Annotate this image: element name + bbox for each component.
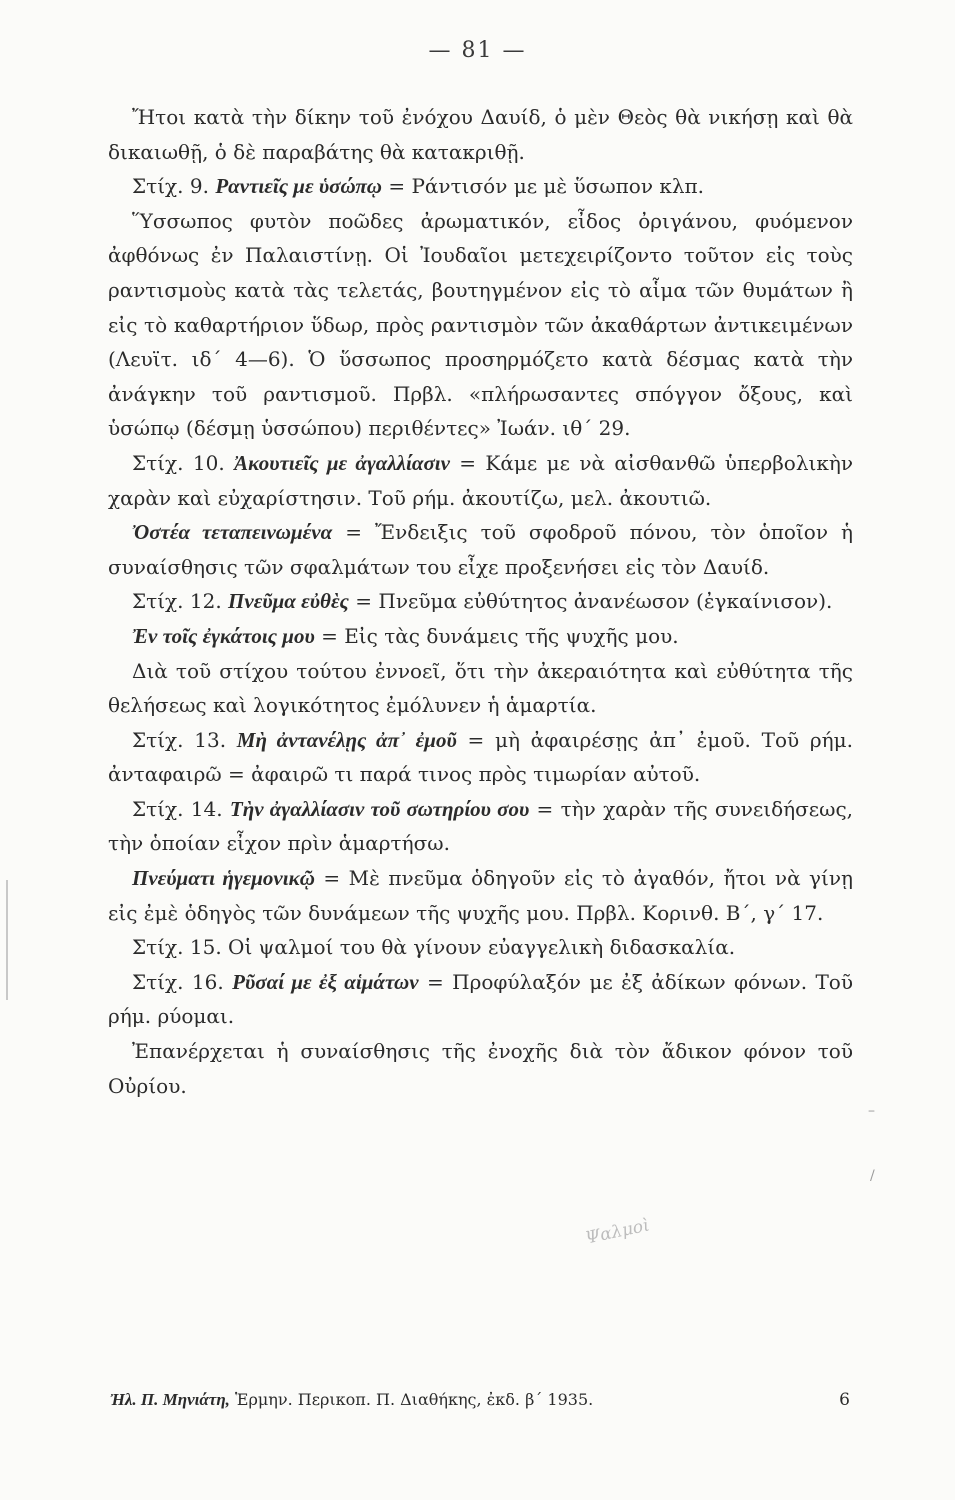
signature-mark: 6 — [839, 1390, 850, 1410]
paragraph-text: Διὰ τοῦ στίχου τούτου ἐννοεῖ, ὅτι τὴν ἀκεραιότητα καὶ εὐθύτητα τῆς θελήσεως καὶ λογικότητος ἐμόλυνεν ἡ ἁμαρτία. — [108, 658, 853, 718]
paragraph-text: Στίχ. 10. — [132, 450, 235, 475]
footer-author: Ἠλ. Π. Μηνιάτη, — [110, 1390, 230, 1409]
paragraph — [108, 515, 853, 584]
paragraph-text: Στίχ. 9. — [132, 174, 216, 199]
paragraph — [108, 100, 853, 169]
paragraph — [108, 1034, 853, 1103]
paragraph-text: = Ράντισόν με μὲ ὕσωπον κλπ. — [382, 174, 705, 199]
lemma-term: Πνεῦμα εὐθὲς — [228, 589, 349, 614]
paragraph-text: = Μὲ πνεῦμα ὁδηγοῦν εἰς τὸ ἀγαθόν, ἤτοι νὰ γίνῃ εἰς ἐμὲ ὁδηγὸς τῶν δυνάμεων τῆς ψυχῆς μου. Πρβλ. Κορινθ. Β΄, γ΄ 17. — [108, 866, 853, 925]
paragraph-text: = τὴν χαρὰν τῆς συνειδήσεως, τὴν ὁποίαν εἶχον πρὶν ἁμαρτήσω. — [108, 796, 854, 856]
page-number: — 81 — — [428, 38, 527, 63]
paragraph — [108, 930, 853, 965]
paragraph — [108, 723, 853, 792]
paragraph-text: Στίχ. 13. — [132, 727, 237, 752]
paragraph-text: Ἤτοι κατὰ τὴν δίκην τοῦ ἐνόχου Δαυίδ, ὁ μὲν Θεὸς θὰ νικήσῃ καὶ θὰ δικαιωθῇ, ὁ δὲ παραβάτης θὰ κατακριθῇ. — [108, 105, 853, 164]
paragraph-text: Ὕσσωπος φυτὸν ποῶδες ἀρωματικόν, εἶδος ὀριγάνου, φυόμενον ἀφθόνως ἐν Παλαιστίνῃ. Οἱ Ἰουδαῖοι μετεχειρίζοντο τοῦτον εἰς τοὺς ραντισμοὺς κατὰ τὰς τελετάς, βουτηγμένον εἰς τὸ αἷμα τῶν θυμάτων ἢ εἰς τὸ καθαρτήριον ὕδωρ, πρὸς ραντισμὸν τῶν ἀκαθάρτων ἀντικειμένων (Λευϊτ. ιδ΄ 4—6). Ὁ ὕσσωπος προσηρμόζετο κατὰ δέσμας κατὰ τὴν ἀνάγκην τοῦ ραντισμοῦ. Πρβλ. «πλήρωσαντες σπόγγον ὄξους, καὶ ὑσώπῳ (δέσμῃ ὑσσώπου) περιθέντες» Ἰωάν. ιθ΄ 29. — [108, 208, 853, 441]
paragraph-text: Στίχ. 14. — [132, 796, 230, 821]
paragraph — [108, 654, 853, 723]
lemma-term: Τὴν ἀγαλλίασιν τοῦ σωτηρίου σου — [229, 796, 530, 821]
paragraph — [108, 169, 853, 204]
footer-source: Ἑρμην. Περικοπ. Π. Διαθήκης, ἐκδ. β΄ 1935. — [229, 1390, 594, 1409]
paragraph-text: = Πνεῦμα εὐθύτητος ἀνανέωσον (ἐγκαίνισον). — [348, 589, 833, 614]
lemma-term: Ρῦσαί με ἐξ αἱμάτων — [232, 969, 419, 994]
paragraph — [108, 861, 853, 930]
lemma-term: Πνεύματι ἡγεμονικῷ — [132, 866, 315, 891]
footer-citation — [110, 1390, 850, 1410]
paragraph-text: Στίχ. 12. — [132, 589, 229, 614]
scan-edge-shadow — [6, 880, 8, 1000]
paragraph-text: = Ἔνδειξις τοῦ σφοδροῦ πόνου, τὸν ὁποῖον ἡ συναίσθησις τῶν σφαλμάτων του εἶχε προξενήσει εἰς τὸν Δαυίδ. — [108, 520, 853, 579]
paragraph — [108, 619, 853, 654]
lemma-term: Ὀστέα τεταπεινωμένα — [132, 520, 333, 545]
paragraph-text: Ἐπανέρχεται ἡ συναίσθησις τῆς ἐνοχῆς διὰ τὸν ἄδικον φόνον τοῦ Οὐρίου. — [108, 1039, 853, 1098]
paragraph-text: = Εἰς τὰς δυνάμεις τῆς ψυχῆς μου. — [314, 623, 679, 648]
lemma-term: Ἀκουτιεῖς με ἀγαλλίασιν — [234, 450, 450, 475]
lemma-term: Ἐν τοῖς ἐγκάτοις μου — [132, 623, 315, 648]
lemma-term: Μὴ ἀντανέλῃς ἀπ᾿ ἐμοῦ — [236, 727, 457, 752]
paragraph-text: Στίχ. 15. Οἱ ψαλμοί του θὰ γίνουν εὐαγγελικὴ διδασκαλία. — [132, 935, 736, 960]
margin-slash-mark: / — [870, 1168, 875, 1184]
paragraph — [108, 792, 853, 861]
paragraph — [108, 965, 853, 1034]
lemma-term: Ραντιεῖς με ὑσώπῳ — [215, 174, 382, 199]
pencil-annotation: Ψαλμοὶ — [583, 1215, 652, 1249]
paragraph — [108, 584, 853, 619]
paragraph-text: = μὴ ἀφαιρέσῃς ἀπ᾿ ἐμοῦ. Τοῦ ρήμ. ἀνταφαιρῶ = ἀφαιρῶ τι παρά τινος πρὸς τιμωρίαν αὐτοῦ. — [108, 727, 853, 787]
paragraph — [108, 446, 853, 515]
paragraph-text: = Κάμε με νὰ αἰσθανθῶ ὑπερβολικὴν χαρὰν καὶ εὐχαρίστησιν. Τοῦ ρήμ. ἀκουτίζω, μελ. ἀκουτιῶ. — [108, 450, 853, 510]
body-text — [108, 100, 853, 1103]
paragraph-text: = Προφύλαξόν με ἐξ ἀδίκων φόνων. Τοῦ ρήμ. ρύομαι. — [108, 969, 853, 1029]
paragraph-text: Στίχ. 16. — [132, 969, 233, 994]
paragraph — [108, 204, 853, 446]
margin-dash-mark: – — [868, 1103, 875, 1119]
